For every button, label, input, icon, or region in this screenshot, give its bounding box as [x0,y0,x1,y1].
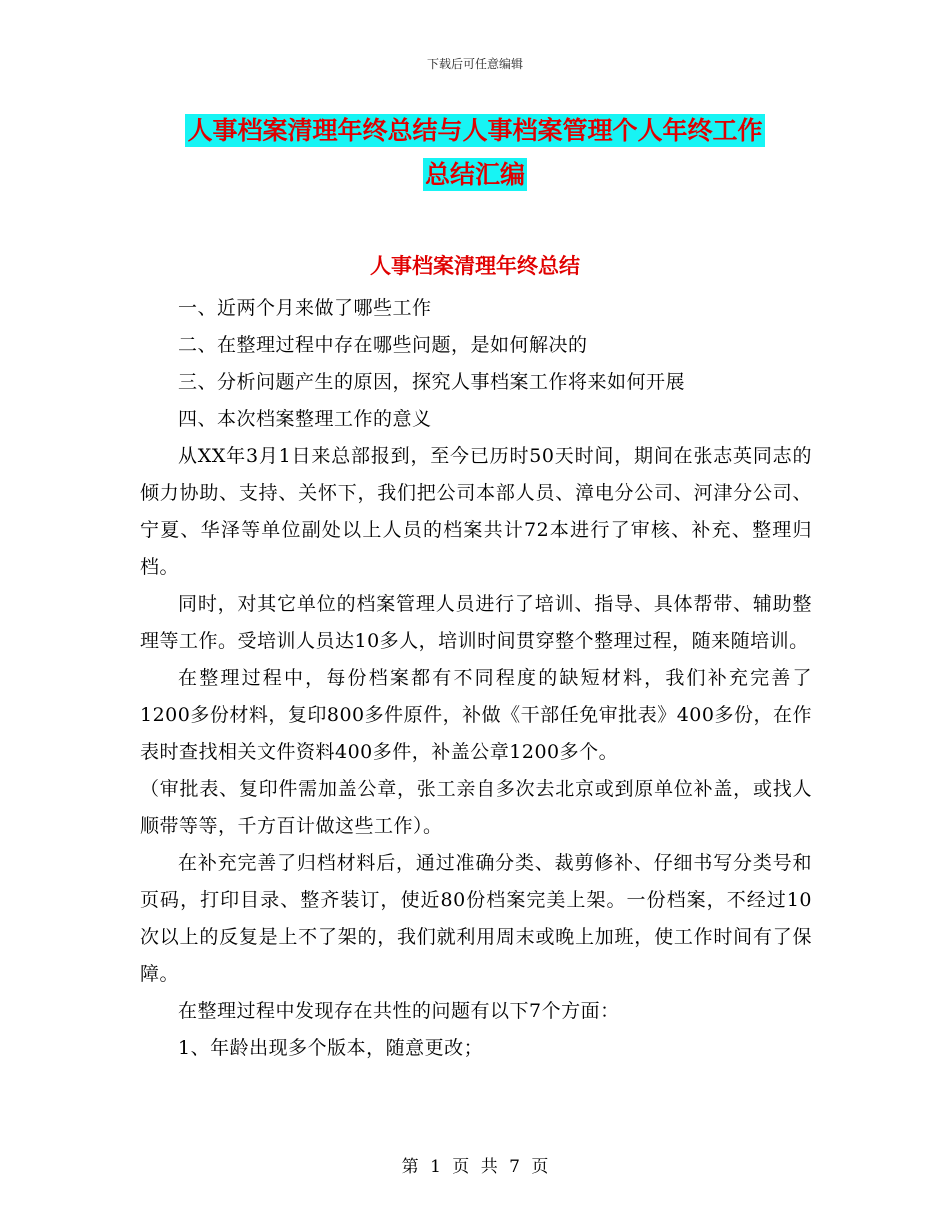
document-title-line-1: 人事档案清理年终总结与人事档案管理个人年终工作 [187,116,763,145]
outline-item-3: 三、分析问题产生的原因，探究人事档案工作将来如何开展 [178,371,686,393]
paragraph-archiving: 在补充完善了归档材料后，通过准确分类、裁剪修补、仔细书写分类号和页码，打印目录、整齐装订，使近80份档案完美上架。一份档案，不经过10次以上的反复是上不了架的，我们就利用周末或晚上加班，使工作时间有了保障。 [140,852,812,985]
outline-item-4: 四、本次档案整理工作的意义 [178,408,432,430]
outline-item-1: 一、近两个月来做了哪些工作 [178,297,432,319]
issue-item-1: 1、年龄出现多个版本，随意更改； [178,1037,484,1059]
document-title-line-2: 总结汇编 [424,160,525,189]
document-body [140,290,812,1067]
section-title: 人事档案清理年终总结 [370,254,580,278]
paragraph-materials: 在整理过程中，每份档案都有不同程度的缺短材料，我们补充完善了1200多份材料，复印800多件原件，补做《干部任免审批表》400多份，在作表时查找相关文件资料400多件，补盖公章1200多个。 [140,667,812,763]
paragraph-stamp-note: （审批表、复印件需加盖公章，张工亲自多次去北京或到原单位补盖，或找人顺带等等，千方百计做这些工作）。 [140,778,812,837]
paragraph-issues-intro: 在整理过程中发现存在共性的问题有以下7个方面： [178,1000,620,1022]
paragraph-training: 同时，对其它单位的档案管理人员进行了培训、指导、具体帮带、辅助整理等工作。受培训人员达10多人，培训时间贯穿整个整理过程，随来随培训。 [140,593,812,652]
header-note: 下载后可任意编辑 [426,57,523,71]
outline-item-2: 二、在整理过程中存在哪些问题，是如何解决的 [178,334,588,356]
paragraph-work-summary: 从XX年3月1日来总部报到，至今已历时50天时间，期间在张志英同志的倾力协助、支持、关怀下，我们把公司本部人员、漳电分公司、河津分公司、宁夏、华泽等单位副处以上人员的档案共计72本进行了审核、补充、整理归档。 [140,445,812,578]
page-footer: 第 1 页 共 7 页 [401,1157,549,1177]
